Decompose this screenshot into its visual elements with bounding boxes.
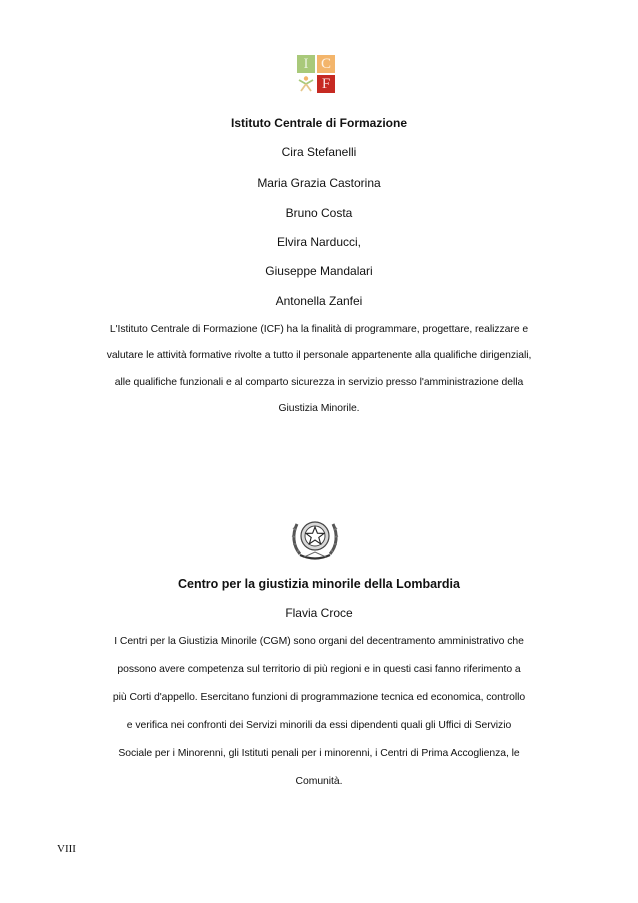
- logo-letter-c: C: [317, 55, 335, 73]
- description-line: Giustizia Minorile.: [278, 403, 360, 414]
- logo-letter-i: I: [297, 55, 315, 73]
- italian-republic-emblem-icon: [290, 510, 340, 564]
- description-line: valutare le attività formative rivolte a tutto il personale appartenente alla qualifiche dirigenziali,: [106, 350, 532, 361]
- institute-title: Istituto Centrale di Formazione: [230, 116, 407, 130]
- description-line: possono avere competenza sul territorio di più regioni e in questi casi fanno riferimento a: [117, 664, 521, 675]
- description-line: più Corti d'appello. Esercitano funzioni di programmazione tecnica ed economica, controllo: [112, 692, 526, 703]
- description-line: Sociale per i Minorenni, gli Istituti penali per i minorenni, i Centri di Prima Accoglienza, le: [118, 748, 520, 759]
- description-line: Comunità.: [295, 776, 343, 787]
- description-line: e verifica nei confronti dei Servizi minorili da essi dipendenti quali gli Uffici di Servizio: [126, 720, 512, 731]
- description-line: I Centri per la Giustizia Minorile (CGM) sono organi del decentramento amministrativo che: [114, 636, 524, 647]
- author-name: Giuseppe Mandalari: [265, 264, 373, 278]
- author-name: Bruno Costa: [285, 206, 353, 220]
- icf-logo: [297, 55, 337, 95]
- author-name: Antonella Zanfei: [275, 294, 363, 308]
- author-name: Maria Grazia Castorina: [257, 176, 381, 190]
- logo-letter-f: F: [317, 75, 335, 93]
- logo-person-icon: [297, 75, 315, 93]
- author-name: Elvira Narducci,: [276, 235, 362, 249]
- description-line: alle qualifiche funzionali e al comparto sicurezza in servizio presso l'amministrazione della: [114, 377, 524, 388]
- centre-author: Flavia Croce: [285, 606, 353, 620]
- author-name: Cira Stefanelli: [281, 145, 357, 159]
- page-number: VIII: [57, 843, 76, 855]
- description-line: L'Istituto Centrale di Formazione (ICF) ha la finalità di programmare, progettare, realizzare e: [109, 324, 529, 335]
- centre-title: Centro per la giustizia minorile della Lombardia: [177, 577, 460, 591]
